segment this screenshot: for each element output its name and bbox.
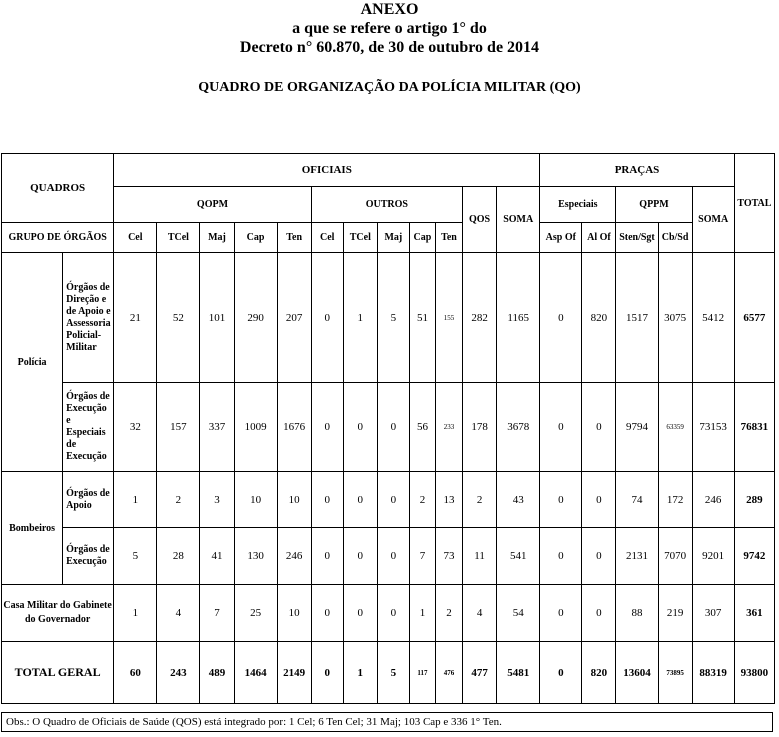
org-label: Órgãos de Apoio <box>63 472 114 528</box>
org-label: Órgãos de Execução <box>63 528 114 585</box>
cell: 25 <box>234 585 277 642</box>
cell: 1464 <box>234 642 277 704</box>
cell: 476 <box>435 642 462 704</box>
cell: 32 <box>114 383 157 472</box>
cell: 3075 <box>658 253 692 383</box>
group-policia: Polícia <box>2 253 63 472</box>
total-geral-label: TOTAL GERAL <box>2 642 114 704</box>
cell: 0 <box>377 383 409 472</box>
col-sten-sgt: Sten/Sgt <box>616 223 658 253</box>
table-row <box>2 383 775 472</box>
cell: 1165 <box>497 253 540 383</box>
cell: 28 <box>157 528 200 585</box>
cell: 290 <box>234 253 277 383</box>
cell: 820 <box>582 253 616 383</box>
cell: 52 <box>157 253 200 383</box>
cell: 101 <box>200 253 234 383</box>
cell: 3 <box>200 472 234 528</box>
cell: 0 <box>311 472 343 528</box>
cell: 13 <box>435 472 462 528</box>
cell: 307 <box>692 585 734 642</box>
annex-title: ANEXO <box>360 1 419 18</box>
outros-header: OUTROS <box>311 187 462 223</box>
cell: 7 <box>200 585 234 642</box>
table-title: QUADRO DE ORGANIZAÇÃO DA POLÍCIA MILITAR (QO) <box>198 80 581 95</box>
col-outros-tcel: TCel <box>343 223 377 253</box>
table-row <box>2 253 775 383</box>
cell: 246 <box>277 528 311 585</box>
cell-total: 6577 <box>734 253 774 383</box>
cell: 13604 <box>616 642 658 704</box>
cell: 0 <box>377 472 409 528</box>
cell: 0 <box>540 383 582 472</box>
cell: 73895 <box>658 642 692 704</box>
cell: 2149 <box>277 642 311 704</box>
cell: 2131 <box>616 528 658 585</box>
cell: 5 <box>377 253 409 383</box>
cell: 2 <box>435 585 462 642</box>
pracas-header: PRAÇAS <box>540 154 734 187</box>
cell: 0 <box>311 528 343 585</box>
cell: 51 <box>409 253 435 383</box>
cell: 157 <box>157 383 200 472</box>
cell: 0 <box>540 585 582 642</box>
col-outros-cel: Cel <box>311 223 343 253</box>
qos-header: QOS <box>463 187 497 253</box>
cell: 155 <box>435 253 462 383</box>
cell: 9794 <box>616 383 658 472</box>
cell: 63359 <box>658 383 692 472</box>
soma-oficiais-header: SOMA <box>497 187 540 253</box>
col-cb-sd: Cb/Sd <box>658 223 692 253</box>
table-row <box>2 585 775 642</box>
org-label: Órgãos de Execução e Especiais de Execução <box>63 383 114 472</box>
cell: 1 <box>409 585 435 642</box>
col-tcel: TCel <box>157 223 200 253</box>
group-bombeiros: Bombeiros <box>2 472 63 585</box>
cell: 0 <box>311 253 343 383</box>
cell: 1517 <box>616 253 658 383</box>
cell: 1009 <box>234 383 277 472</box>
col-outros-maj: Maj <box>377 223 409 253</box>
cell: 0 <box>311 585 343 642</box>
cell: 7 <box>409 528 435 585</box>
table-row-total <box>2 642 775 704</box>
cell: 5412 <box>692 253 734 383</box>
cell: 219 <box>658 585 692 642</box>
cell: 117 <box>409 642 435 704</box>
cell: 43 <box>497 472 540 528</box>
cell: 10 <box>234 472 277 528</box>
cell: 5 <box>114 528 157 585</box>
cell: 2 <box>157 472 200 528</box>
cell: 56 <box>409 383 435 472</box>
total-header: TOTAL <box>734 154 774 253</box>
cell: 0 <box>377 585 409 642</box>
cell: 9201 <box>692 528 734 585</box>
cell: 0 <box>582 383 616 472</box>
cell: 10 <box>277 585 311 642</box>
table-row <box>2 528 775 585</box>
cell: 4 <box>463 585 497 642</box>
cell: 10 <box>277 472 311 528</box>
cell: 60 <box>114 642 157 704</box>
cell: 337 <box>200 383 234 472</box>
org-label: Órgãos de Direção e de Apoio e Assessoria Policial-Militar <box>63 253 114 383</box>
cell: 2 <box>463 472 497 528</box>
cell: 477 <box>463 642 497 704</box>
group-casa-militar: Casa Militar do Gabinete do Governador <box>2 585 114 642</box>
cell-total: 361 <box>734 585 774 642</box>
cell: 233 <box>435 383 462 472</box>
cell: 11 <box>463 528 497 585</box>
col-cel: Cel <box>114 223 157 253</box>
cell: 541 <box>497 528 540 585</box>
cell: 0 <box>343 383 377 472</box>
cell: 0 <box>540 253 582 383</box>
cell: 0 <box>582 472 616 528</box>
cell: 0 <box>582 585 616 642</box>
grupo-orgaos-header: GRUPO DE ÓRGÃOS <box>2 223 114 253</box>
soma-pracas-header: SOMA <box>692 187 734 253</box>
cell: 74 <box>616 472 658 528</box>
document-header <box>0 0 779 57</box>
cell: 41 <box>200 528 234 585</box>
cell: 130 <box>234 528 277 585</box>
cell: 3678 <box>497 383 540 472</box>
cell: 73 <box>435 528 462 585</box>
especiais-header: Especiais <box>540 187 616 223</box>
cell-total: 9742 <box>734 528 774 585</box>
cell: 0 <box>540 642 582 704</box>
col-asp-of: Asp Of <box>540 223 582 253</box>
annex-reference: a que se refere o artigo 1° do <box>292 20 487 37</box>
organization-table <box>1 153 775 704</box>
cell: 246 <box>692 472 734 528</box>
cell: 54 <box>497 585 540 642</box>
col-maj: Maj <box>200 223 234 253</box>
cell-total: 289 <box>734 472 774 528</box>
cell: 0 <box>582 528 616 585</box>
cell: 0 <box>343 472 377 528</box>
cell: 172 <box>658 472 692 528</box>
oficiais-header: OFICIAIS <box>114 154 540 187</box>
cell: 0 <box>343 585 377 642</box>
col-outros-ten: Ten <box>435 223 462 253</box>
cell: 0 <box>311 383 343 472</box>
quadros-header: QUADROS <box>2 154 114 223</box>
col-al-of: Al Of <box>582 223 616 253</box>
observation-note: Obs.: O Quadro de Oficiais de Saúde (QOS) está integrado por: 1 Cel; 6 Ten Cel; 31 Maj; 103 Cap e 336 1° Ten. <box>1 712 773 732</box>
col-cap: Cap <box>234 223 277 253</box>
cell: 282 <box>463 253 497 383</box>
cell: 5 <box>377 642 409 704</box>
cell: 5481 <box>497 642 540 704</box>
cell: 88 <box>616 585 658 642</box>
cell: 1 <box>114 585 157 642</box>
cell: 73153 <box>692 383 734 472</box>
col-outros-cap: Cap <box>409 223 435 253</box>
cell: 0 <box>377 528 409 585</box>
cell: 0 <box>311 642 343 704</box>
cell: 2 <box>409 472 435 528</box>
cell: 0 <box>343 528 377 585</box>
qppm-header: QPPM <box>616 187 692 223</box>
cell: 21 <box>114 253 157 383</box>
cell: 7070 <box>658 528 692 585</box>
cell: 88319 <box>692 642 734 704</box>
decree-title: Decreto n° 60.870, de 30 de outubro de 2014 <box>239 39 540 56</box>
cell: 1 <box>114 472 157 528</box>
cell-total: 76831 <box>734 383 774 472</box>
cell: 178 <box>463 383 497 472</box>
qopm-header: QOPM <box>114 187 311 223</box>
table-row <box>2 472 775 528</box>
cell: 1676 <box>277 383 311 472</box>
col-ten: Ten <box>277 223 311 253</box>
cell: 0 <box>540 528 582 585</box>
cell: 243 <box>157 642 200 704</box>
cell: 820 <box>582 642 616 704</box>
cell: 1 <box>343 642 377 704</box>
cell: 489 <box>200 642 234 704</box>
cell: 4 <box>157 585 200 642</box>
cell: 207 <box>277 253 311 383</box>
cell: 0 <box>540 472 582 528</box>
cell-total: 93800 <box>734 642 774 704</box>
cell: 1 <box>343 253 377 383</box>
